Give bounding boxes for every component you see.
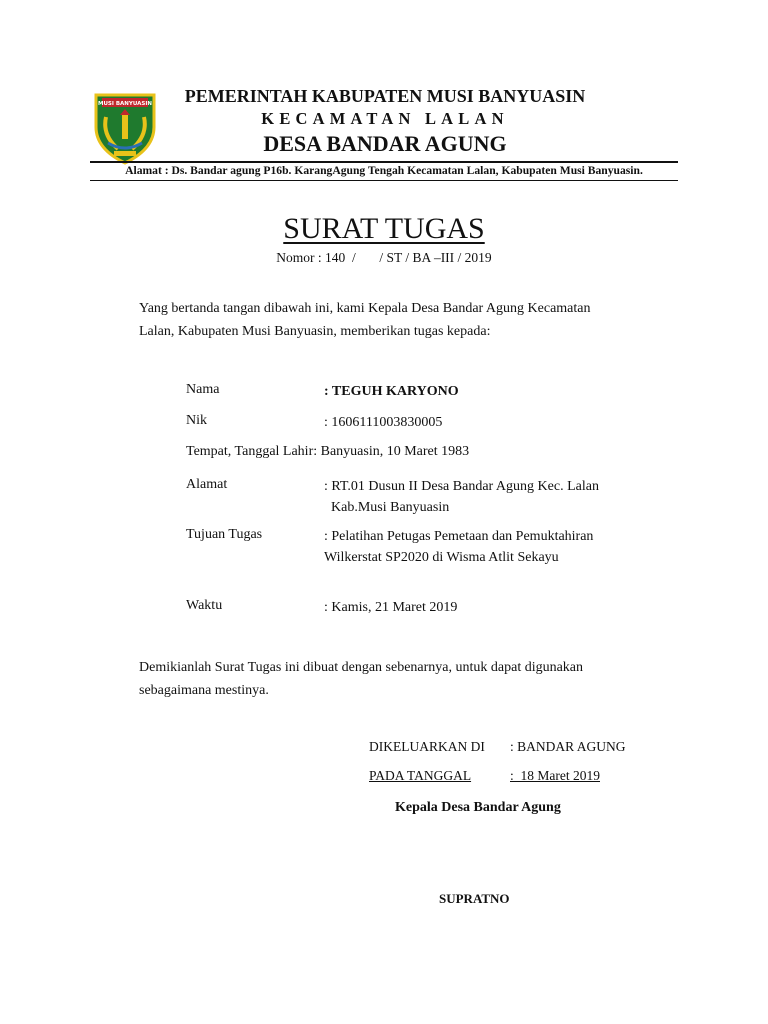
- closing-line-2: sebagaimana mestinya.: [139, 683, 269, 698]
- field-value-waktu: : Kamis, 21 Maret 2019: [324, 600, 458, 615]
- letterhead-village: DESA BANDAR AGUNG: [263, 131, 507, 156]
- field-value-tujuan: [324, 526, 593, 568]
- field-value-tujuan-line-1: : Pelatihan Petugas Pemetaan dan Pemuktahiran: [324, 529, 594, 544]
- letterhead-government: PEMERINTAH KABUPATEN MUSI BANYUASIN: [184, 86, 586, 106]
- letterhead-rule-bottom: [90, 180, 678, 181]
- field-value-alamat-line-2: Kab.Musi Banyuasin: [324, 500, 450, 515]
- document-number: Nomor : 140 / / ST / BA –III / 2019: [276, 250, 492, 265]
- issued-at-label: DIKELUARKAN DI: [369, 739, 485, 754]
- field-birth-place-date: Tempat, Tanggal Lahir: Banyuasin, 10 Maret 1983: [186, 444, 470, 459]
- document-title-text: SURAT TUGAS: [283, 212, 485, 245]
- field-label-nik: Nik: [186, 413, 207, 428]
- issued-date-label: PADA TANGGAL: [369, 768, 472, 783]
- intro-line-1: Yang bertanda tangan dibawah ini, kami Kepala Desa Bandar Agung Kecamatan: [139, 301, 591, 316]
- field-value-alamat: [324, 476, 599, 518]
- closing-paragraph: [139, 656, 659, 702]
- field-label-nama: Nama: [186, 382, 220, 397]
- intro-line-2: Lalan, Kabupaten Musi Banyuasin, memberikan tugas kepada:: [139, 324, 491, 339]
- signatory-position: Kepala Desa Bandar Agung: [395, 800, 561, 815]
- issued-at-value: : BANDAR AGUNG: [510, 739, 626, 754]
- field-label-tujuan: Tujuan Tugas: [186, 527, 263, 542]
- field-value-nama: : TEGUH KARYONO: [324, 384, 459, 399]
- regency-emblem-logo: [92, 87, 158, 165]
- letterhead-address: Alamat : Ds. Bandar agung P16b. KarangAgung Tengah Kecamatan Lalan, Kabupaten Musi Banyuasin.: [125, 164, 643, 177]
- closing-line-1: Demikianlah Surat Tugas ini dibuat dengan sebenarnya, untuk dapat digunakan: [139, 660, 584, 675]
- logo-text: MUSI BANYUASIN: [97, 101, 153, 107]
- field-value-nik: : 1606111003830005: [324, 415, 443, 430]
- document-title: [0, 212, 768, 246]
- intro-paragraph: [139, 297, 659, 343]
- letterhead-rule-top: [90, 161, 678, 163]
- letterhead-district: KECAMATAN LALAN: [261, 109, 509, 128]
- field-label-alamat: Alamat: [186, 477, 228, 492]
- field-value-tujuan-line-2: Wilkerstat SP2020 di Wisma Atlit Sekayu: [324, 550, 559, 565]
- field-label-waktu: Waktu: [186, 598, 223, 613]
- signatory-name: SUPRATNO: [439, 891, 510, 906]
- issued-date-value: : 18 Maret 2019: [510, 768, 600, 783]
- field-value-alamat-line-1: : RT.01 Dusun II Desa Bandar Agung Kec. Lalan: [324, 479, 599, 494]
